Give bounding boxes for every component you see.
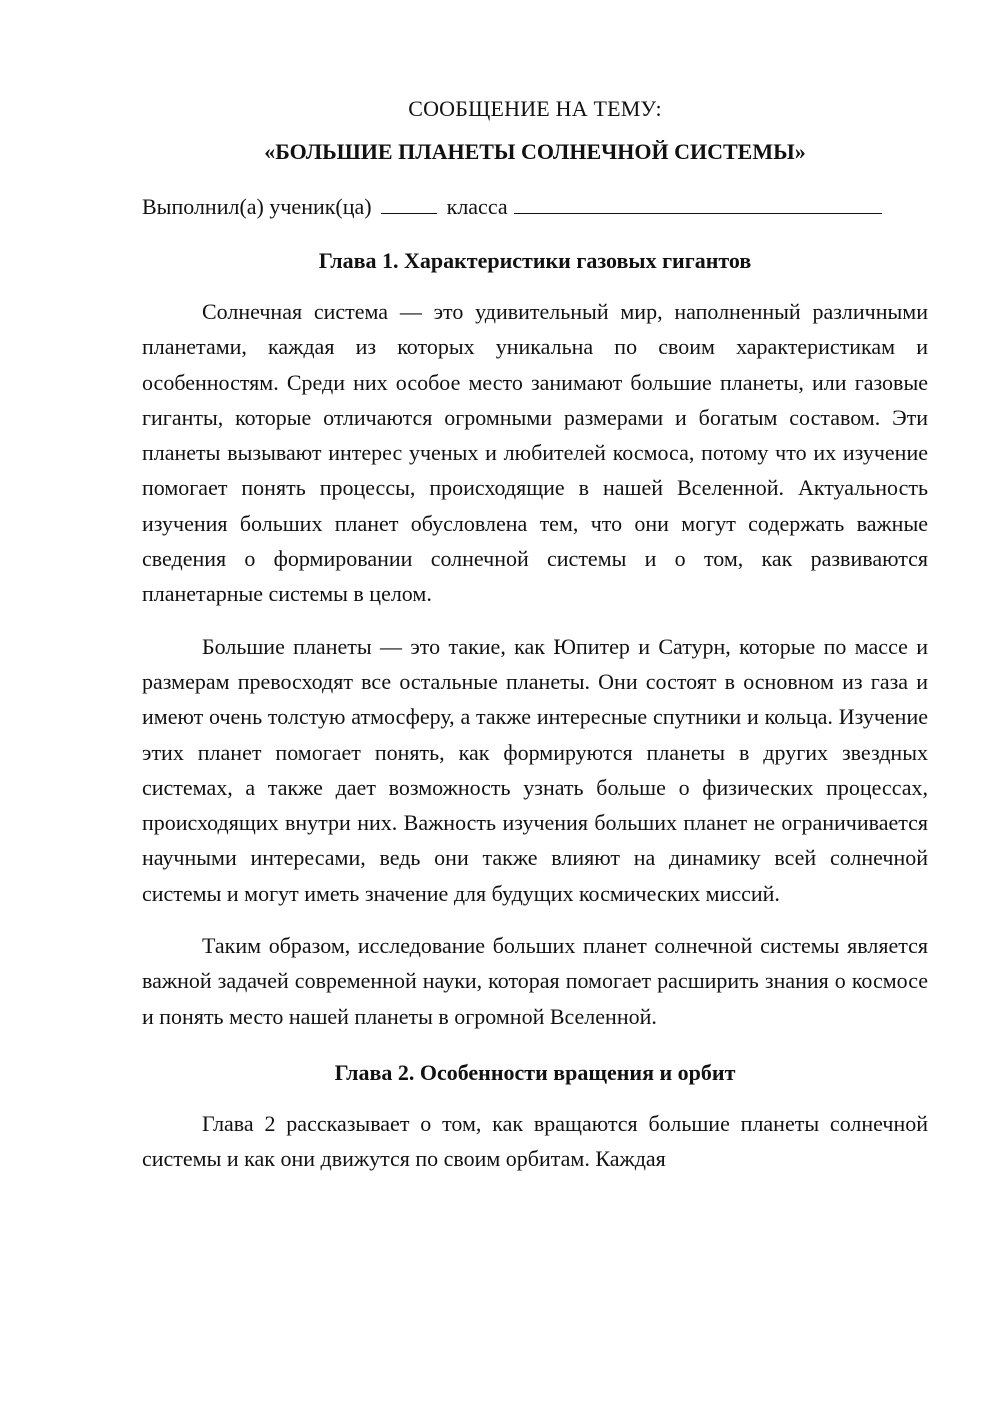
class-name-blank — [514, 189, 882, 214]
signature-label-class: класса — [446, 194, 508, 219]
signature-label-student: Выполнил(а) ученик(ца) — [142, 194, 372, 219]
chapter-1-paragraph-2: Большие планеты — это такие, как Юпитер и Сатурн, которые по массе и размерам превосходят все остальные планеты. Они состоят в основном из газа и имеют очень толстую атмосферу, а также интересные спутники и кольца. Изучение этих планет помогает понять, как формируются планеты в других звездных системах, а также дает возможность узнать больше о физических процессах, происходящих внутри них. Важность изучения больших планет не ограничивается научными интересами, ведь они также влияют на динамику всей солнечной системы и могут иметь значение для будущих космических миссий. — [142, 633, 928, 906]
document-content — [142, 92, 928, 1177]
chapter-1-paragraph-3: Таким образом, исследование больших планет солнечной системы является важной задачей современной науки, которая помогает расширить знания о космосе и понять место нашей планеты в огромной Вселенной. — [142, 933, 928, 1029]
class-number-blank — [381, 189, 437, 214]
document-title-line-2: «БОЛЬШИЕ ПЛАНЕТЫ СОЛНЕЧНОЙ СИСТЕМЫ» — [264, 139, 806, 164]
document-title-line-1: СООБЩЕНИЕ НА ТЕМУ: — [408, 96, 662, 121]
chapter-1-paragraph-1: Солнечная система — это удивительный мир, наполненный различными планетами, каждая из которых уникальна по своим характеристикам и особенностям. Среди них особое место занимают большие планеты, или газовые гиганты, которые отличаются огромными размерами и богатым составом. Эти планеты вызывают интерес ученых и любителей космоса, потому что их изучение помогает понять процессы, происходящие в нашей Вселенной. Актуальность изучения больших планет обусловлена тем, что они могут содержать важные сведения о формировании солнечной системы и о том, как развиваются планетарные системы в целом. — [142, 299, 928, 607]
chapter-2-paragraph-1: Глава 2 рассказывает о том, как вращаются большие планеты солнечной системы и как они движутся по своим орбитам. Каждая — [142, 1110, 928, 1172]
author-signature-line — [142, 189, 928, 224]
chapter-1-heading: Глава 1. Характеристики газовых гигантов — [318, 248, 752, 273]
chapter-2-heading: Глава 2. Особенности вращения и орбит — [334, 1059, 736, 1085]
